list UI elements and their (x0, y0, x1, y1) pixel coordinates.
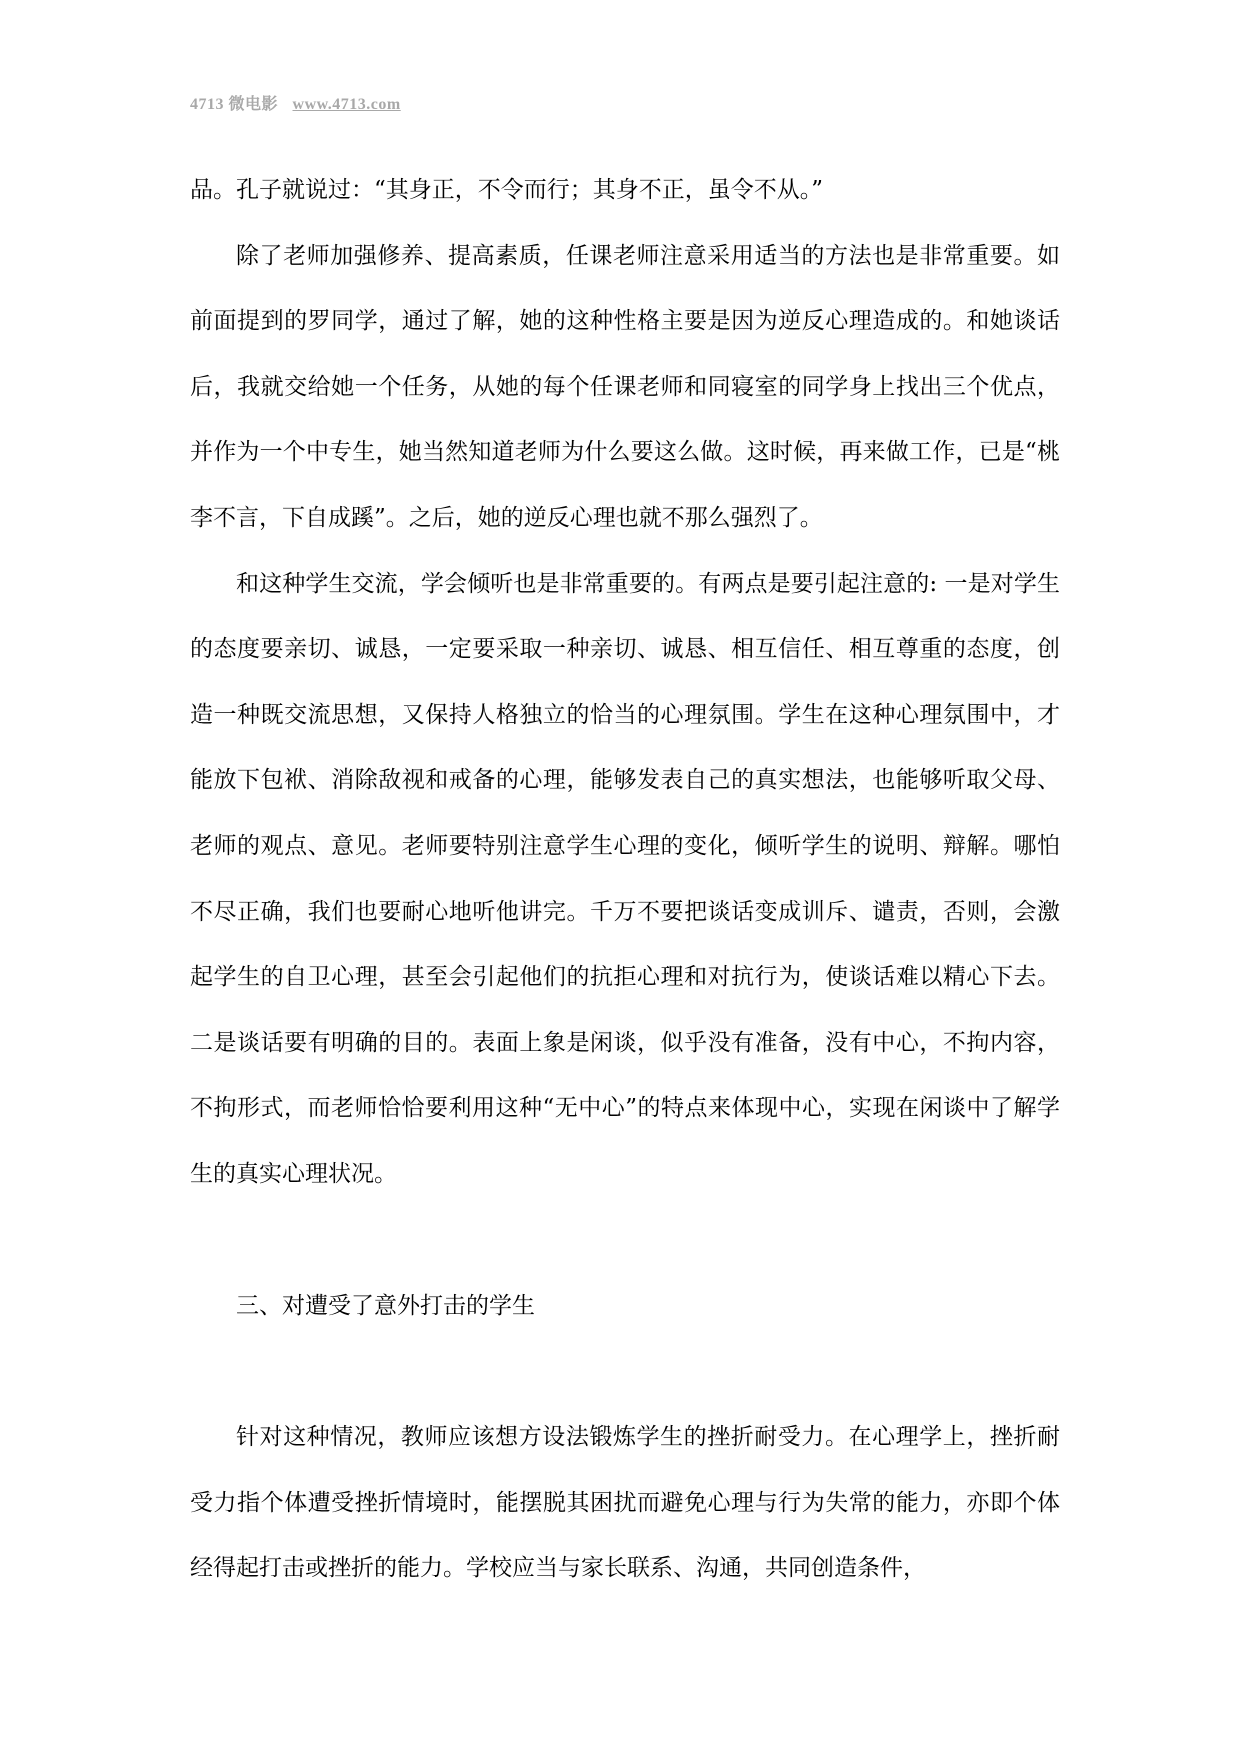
paragraph-teacher-methods: 除了老师加强修养、提高素质，任课老师注意采用适当的方法也是非常重要。如前面提到的罗同学，通过了解，她的这种性格主要是因为逆反心理造成的。和她谈话后，我就交给她一个任务，从她的每个任课老师和同寝室的同学身上找出三个优点，并作为一个中专生，她当然知道老师为什么要这么做。这时候，再来做工作，已是“桃李不言，下自成蹊”。之后，她的逆反心理也就不那么强烈了。 (190, 242, 1060, 531)
section-spacer (190, 1208, 1060, 1274)
site-name: 4713 微电影 (190, 96, 279, 113)
paragraph-continuation: 品。孔子就说过：“其身正，不令而行；其身不正，虽令不从。” (190, 177, 824, 203)
document-body (190, 158, 1060, 1602)
page-header (190, 91, 401, 114)
site-url-link[interactable]: www.4713.com (292, 96, 401, 113)
paragraph-listening: 和这种学生交流，学会倾听也是非常重要的。有两点是要引起注意的: 一是对学生的态度要亲切、诚恳，一定要采取一种亲切、诚恳、相互信任、相互尊重的态度，创造一种既交流思想，又保持人格独立的恰当的心理氛围。学生在这种心理氛围中，才能放下包袱、消除敌视和戒备的心理，能够发表自己的真实想法，也能够听取父母、老师的观点、意见。老师要特别注意学生心理的变化，倾听学生的说明、辩解。哪怕不尽正确，我们也要耐心地听他讲完。千万不要把谈话变成训斥、谴责，否则，会激起学生的自卫心理，甚至会引起他们的抗拒心理和对抗行为，使谈话难以精心下去。二是谈话要有明确的目的。表面上象是闲谈，似乎没有准备，没有中心，不拘内容，不拘形式，而老师恰恰要利用这种“无中心”的特点来体现中心，实现在闲谈中了解学生的真实心理状况。 (190, 570, 1060, 1187)
paragraph-frustration-tolerance: 针对这种情况，教师应该想方设法锻炼学生的挫折耐受力。在心理学上，挫折耐受力指个体遭受挫折情境时，能摆脱其困扰而避免心理与行为失常的能力，亦即个体经得起打击或挫折的能力。学校应当与家长联系、沟通，共同创造条件， (190, 1424, 1060, 1582)
section-spacer (190, 1339, 1060, 1405)
section-heading: 三、对遭受了意外打击的学生 (236, 1292, 535, 1319)
